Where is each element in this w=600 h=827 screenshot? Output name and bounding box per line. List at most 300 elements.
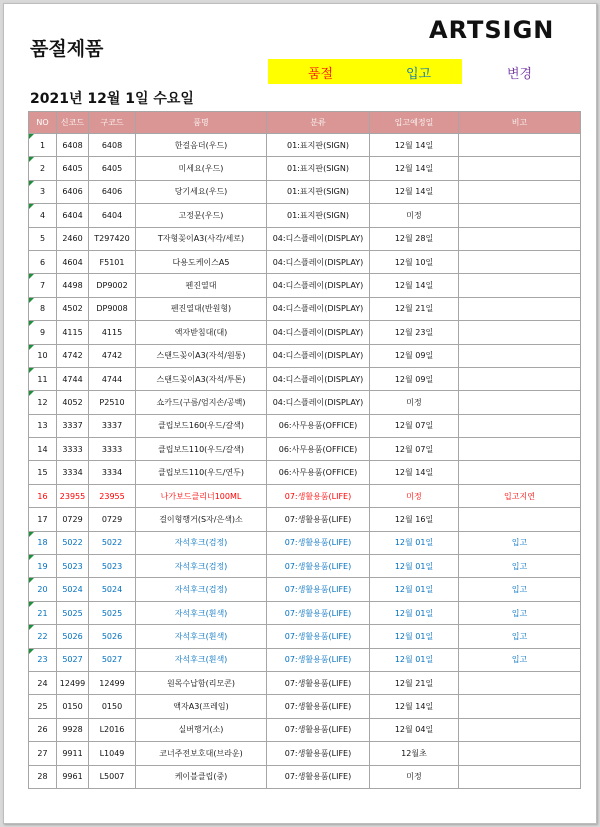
comment-marker-icon xyxy=(29,368,34,373)
cell-new-code xyxy=(57,438,89,461)
cell-old-code-text: 12499 xyxy=(99,678,125,688)
cell-product-name-text: 자석후크(흰색) xyxy=(174,631,228,641)
table-row xyxy=(29,391,581,414)
cell-category-text: 06:사무용품(OFFICE) xyxy=(278,444,358,454)
cell-no xyxy=(29,461,57,484)
cell-old-code-text: L1049 xyxy=(99,748,125,758)
cell-category-text: 07:생활용품(LIFE) xyxy=(284,561,352,571)
cell-product-name xyxy=(136,601,267,624)
cell-category xyxy=(267,461,370,484)
cell-product-name xyxy=(136,695,267,718)
cell-new-code xyxy=(57,648,89,671)
cell-expected-date-text: 12월 04일 xyxy=(394,725,434,735)
cell-expected-date xyxy=(370,180,459,203)
cell-category xyxy=(267,367,370,390)
cell-new-code xyxy=(57,134,89,157)
cell-expected-date-text: 12월 07일 xyxy=(394,421,434,431)
cell-no-text: 18 xyxy=(37,538,48,548)
cell-expected-date-text: 12월 21일 xyxy=(394,678,434,688)
cell-new-code-text: 9911 xyxy=(62,748,83,758)
cell-expected-date xyxy=(370,414,459,437)
cell-old-code xyxy=(89,508,136,531)
cell-old-code xyxy=(89,227,136,250)
table-row xyxy=(29,531,581,554)
cell-note xyxy=(459,695,581,718)
cell-product-name xyxy=(136,508,267,531)
cell-new-code xyxy=(57,625,89,648)
header-expected-date: 입고예정일 xyxy=(370,112,459,134)
legend-stocked: 입고 xyxy=(406,67,432,82)
cell-old-code xyxy=(89,180,136,203)
document-page xyxy=(3,3,597,824)
cell-note xyxy=(459,461,581,484)
cell-category xyxy=(267,157,370,180)
cell-note xyxy=(459,157,581,180)
cell-new-code xyxy=(57,765,89,788)
comment-marker-icon xyxy=(29,602,34,607)
cell-no-text: 22 xyxy=(37,631,48,641)
cell-new-code-text: 4052 xyxy=(62,397,83,407)
cell-no-text: 15 xyxy=(37,468,48,478)
table-row xyxy=(29,180,581,203)
cell-note xyxy=(459,321,581,344)
table-row xyxy=(29,625,581,648)
cell-old-code xyxy=(89,391,136,414)
cell-new-code-text: 3334 xyxy=(62,468,83,478)
cell-no-text: 24 xyxy=(37,678,48,688)
cell-product-name xyxy=(136,204,267,227)
cell-note xyxy=(459,204,581,227)
comment-marker-icon xyxy=(29,204,34,209)
cell-no xyxy=(29,414,57,437)
table-row xyxy=(29,671,581,694)
cell-old-code-text: 3333 xyxy=(101,444,123,454)
cell-no xyxy=(29,297,57,320)
cell-note xyxy=(459,367,581,390)
cell-note xyxy=(459,742,581,765)
cell-new-code xyxy=(57,578,89,601)
table-row xyxy=(29,578,581,601)
cell-category-text: 04:디스플레이(DISPLAY) xyxy=(272,351,364,361)
cell-old-code xyxy=(89,250,136,273)
cell-product-name xyxy=(136,414,267,437)
cell-category xyxy=(267,484,370,507)
table-row xyxy=(29,274,581,297)
cell-expected-date-text: 12월 09일 xyxy=(394,374,434,384)
cell-product-name-text: 자석후크(흰색) xyxy=(174,655,228,665)
cell-note-text: 입고 xyxy=(511,631,528,641)
cell-new-code-text: 4498 xyxy=(62,281,83,291)
cell-expected-date xyxy=(370,367,459,390)
cell-old-code xyxy=(89,578,136,601)
cell-expected-date xyxy=(370,601,459,624)
cell-note xyxy=(459,250,581,273)
cell-category xyxy=(267,601,370,624)
cell-product-name xyxy=(136,321,267,344)
cell-new-code-text: 5026 xyxy=(62,631,83,641)
cell-expected-date-text: 12월초 xyxy=(401,748,427,758)
cell-expected-date-text: 미정 xyxy=(406,397,422,407)
table-row xyxy=(29,157,581,180)
cell-old-code xyxy=(89,742,136,765)
cell-new-code xyxy=(57,180,89,203)
cell-category xyxy=(267,250,370,273)
cell-old-code-text: 4742 xyxy=(101,351,123,361)
comment-marker-icon xyxy=(29,181,34,186)
cell-product-name-text: 미세요(우드) xyxy=(178,164,224,174)
cell-new-code-text: 4742 xyxy=(62,351,83,361)
table-row xyxy=(29,414,581,437)
cell-no-text: 1 xyxy=(39,140,46,150)
cell-no-text: 3 xyxy=(39,187,46,197)
cell-expected-date xyxy=(370,250,459,273)
cell-expected-date-text: 12월 01일 xyxy=(394,631,434,641)
cell-old-code-text: 23955 xyxy=(99,491,125,501)
cell-product-name-text: 자석후크(검정) xyxy=(174,561,228,571)
cell-old-code-text: 5023 xyxy=(101,561,123,571)
header-no: NO xyxy=(29,112,57,134)
page-title: 품절제품 xyxy=(30,38,104,60)
cell-product-name xyxy=(136,578,267,601)
cell-no xyxy=(29,367,57,390)
cell-product-name xyxy=(136,765,267,788)
cell-new-code xyxy=(57,531,89,554)
cell-category xyxy=(267,648,370,671)
cell-old-code xyxy=(89,484,136,507)
cell-no-text: 10 xyxy=(37,351,48,361)
cell-expected-date xyxy=(370,204,459,227)
cell-expected-date-text: 12월 14일 xyxy=(394,281,434,291)
cell-category-text: 07:생활용품(LIFE) xyxy=(284,655,352,665)
cell-no-text: 7 xyxy=(39,281,46,291)
cell-new-code-text: 6408 xyxy=(62,140,83,150)
cell-category-text: 01:표지판(SIGN) xyxy=(287,164,349,174)
cell-product-name-text: 쇼카드(구름/엄지손/공백) xyxy=(156,397,246,407)
cell-new-code xyxy=(57,742,89,765)
cell-no xyxy=(29,204,57,227)
cell-expected-date xyxy=(370,227,459,250)
cell-category-text: 06:사무용품(OFFICE) xyxy=(278,421,358,431)
cell-category xyxy=(267,695,370,718)
comment-marker-icon xyxy=(29,298,34,303)
cell-expected-date xyxy=(370,438,459,461)
cell-category xyxy=(267,555,370,578)
comment-marker-icon xyxy=(29,321,34,326)
cell-expected-date-text: 12월 01일 xyxy=(394,561,434,571)
cell-no-text: 16 xyxy=(37,491,48,501)
cell-old-code-text: L2016 xyxy=(99,725,125,735)
cell-product-name xyxy=(136,134,267,157)
cell-product-name xyxy=(136,671,267,694)
table-row xyxy=(29,344,581,367)
cell-new-code xyxy=(57,484,89,507)
cell-no-text: 20 xyxy=(37,585,48,595)
header-note: 비고 xyxy=(459,112,581,134)
table-row xyxy=(29,134,581,157)
cell-no xyxy=(29,250,57,273)
cell-no xyxy=(29,227,57,250)
cell-old-code xyxy=(89,531,136,554)
cell-new-code xyxy=(57,718,89,741)
cell-new-code-text: 6405 xyxy=(62,164,83,174)
cell-product-name xyxy=(136,718,267,741)
cell-category xyxy=(267,671,370,694)
cell-category xyxy=(267,321,370,344)
cell-old-code-text: 0729 xyxy=(101,514,123,524)
cell-note xyxy=(459,484,581,507)
cell-product-name-text: 스탠드꽂이A3(자석/투톤) xyxy=(156,374,246,384)
cell-old-code xyxy=(89,671,136,694)
cell-old-code xyxy=(89,414,136,437)
cell-no xyxy=(29,157,57,180)
cell-category xyxy=(267,134,370,157)
table-row xyxy=(29,765,581,788)
cell-category xyxy=(267,508,370,531)
cell-product-name-text: 클립보드110(우드/연두) xyxy=(157,468,245,478)
cell-expected-date-text: 12월 01일 xyxy=(394,538,434,548)
cell-new-code-text: 0729 xyxy=(62,514,83,524)
comment-marker-icon xyxy=(29,625,34,630)
cell-note xyxy=(459,765,581,788)
cell-no-text: 23 xyxy=(37,655,48,665)
cell-old-code xyxy=(89,555,136,578)
cell-product-name xyxy=(136,461,267,484)
cell-product-name xyxy=(136,250,267,273)
cell-category-text: 04:디스플레이(DISPLAY) xyxy=(272,234,364,244)
cell-new-code-text: 12499 xyxy=(59,678,86,688)
cell-no-text: 5 xyxy=(39,234,46,244)
cell-old-code xyxy=(89,625,136,648)
cell-no xyxy=(29,578,57,601)
cell-old-code xyxy=(89,274,136,297)
cell-no xyxy=(29,134,57,157)
cell-no xyxy=(29,508,57,531)
cell-expected-date xyxy=(370,274,459,297)
cell-category-text: 07:생활용품(LIFE) xyxy=(284,585,352,595)
cell-old-code xyxy=(89,718,136,741)
cell-new-code xyxy=(57,601,89,624)
legend-soldout: 품절 xyxy=(308,67,334,82)
cell-product-name-text: 자석후크(검정) xyxy=(174,585,228,595)
cell-expected-date-text: 12월 14일 xyxy=(394,164,434,174)
cell-expected-date xyxy=(370,648,459,671)
table-row xyxy=(29,508,581,531)
cell-product-name-text: 자석후크(흰색) xyxy=(174,608,228,618)
cell-expected-date xyxy=(370,321,459,344)
table-row xyxy=(29,204,581,227)
cell-product-name xyxy=(136,742,267,765)
cell-old-code-text: 6408 xyxy=(101,140,123,150)
cell-category-text: 07:생활용품(LIFE) xyxy=(284,772,352,782)
cell-expected-date-text: 12월 28일 xyxy=(394,234,434,244)
cell-expected-date-text: 12월 07일 xyxy=(394,444,434,454)
cell-product-name xyxy=(136,484,267,507)
cell-category xyxy=(267,438,370,461)
cell-no-text: 2 xyxy=(39,164,46,174)
cell-new-code xyxy=(57,671,89,694)
cell-new-code xyxy=(57,555,89,578)
cell-no-text: 14 xyxy=(37,444,48,454)
cell-note xyxy=(459,531,581,554)
cell-new-code-text: 9928 xyxy=(62,725,83,735)
cell-product-name-text: 한걸음더(우드) xyxy=(174,140,228,150)
table-row xyxy=(29,321,581,344)
cell-expected-date xyxy=(370,695,459,718)
cell-new-code xyxy=(57,204,89,227)
cell-expected-date-text: 12월 10일 xyxy=(394,257,434,267)
cell-product-name-text: 클립보드110(우드/갈색) xyxy=(157,444,245,454)
table-header-row xyxy=(29,112,581,134)
cell-category-text: 04:디스플레이(DISPLAY) xyxy=(272,257,364,267)
cell-note xyxy=(459,601,581,624)
cell-product-name-text: 코너주전보호대(브라운) xyxy=(159,748,243,758)
cell-product-name xyxy=(136,555,267,578)
cell-note xyxy=(459,391,581,414)
cell-no xyxy=(29,742,57,765)
legend-highlight xyxy=(268,59,462,84)
cell-expected-date-text: 미정 xyxy=(406,772,422,782)
cell-new-code-text: 6406 xyxy=(62,187,83,197)
cell-expected-date xyxy=(370,671,459,694)
cell-note xyxy=(459,625,581,648)
cell-expected-date xyxy=(370,134,459,157)
cell-new-code xyxy=(57,391,89,414)
cell-note-text: 입고 xyxy=(511,655,528,665)
cell-product-name xyxy=(136,648,267,671)
cell-no xyxy=(29,718,57,741)
cell-product-name-text: 펜진열대(반원형) xyxy=(170,304,232,314)
cell-category xyxy=(267,765,370,788)
cell-product-name-text: T자형꽂이A3(사각/세로) xyxy=(157,234,245,244)
cell-old-code xyxy=(89,461,136,484)
cell-note xyxy=(459,578,581,601)
report-date: 2021년 12월 1일 수요일 xyxy=(30,91,194,107)
cell-category xyxy=(267,297,370,320)
cell-product-name xyxy=(136,367,267,390)
header-new-code: 신코드 xyxy=(57,112,89,134)
cell-new-code-text: 3337 xyxy=(62,421,83,431)
cell-new-code xyxy=(57,297,89,320)
cell-no-text: 12 xyxy=(37,397,48,407)
cell-new-code-text: 5025 xyxy=(62,608,83,618)
table-row xyxy=(29,718,581,741)
cell-no xyxy=(29,765,57,788)
header-category: 분류 xyxy=(267,112,370,134)
cell-category-text: 01:표지판(SIGN) xyxy=(287,187,349,197)
comment-marker-icon xyxy=(29,391,34,396)
cell-note xyxy=(459,227,581,250)
cell-no-text: 13 xyxy=(37,421,48,431)
cell-note xyxy=(459,508,581,531)
header-product-name: 품명 xyxy=(136,112,267,134)
cell-category-text: 04:디스플레이(DISPLAY) xyxy=(272,327,364,337)
cell-no-text: 21 xyxy=(37,608,48,618)
cell-note xyxy=(459,671,581,694)
cell-expected-date xyxy=(370,625,459,648)
cell-no-text: 6 xyxy=(39,257,46,267)
cell-old-code-text: P2510 xyxy=(99,397,125,407)
cell-no xyxy=(29,601,57,624)
cell-expected-date-text: 12월 14일 xyxy=(394,468,434,478)
cell-old-code xyxy=(89,157,136,180)
cell-category-text: 04:디스플레이(DISPLAY) xyxy=(272,281,364,291)
table-row xyxy=(29,250,581,273)
cell-category-text: 07:생활용품(LIFE) xyxy=(284,702,352,712)
table-row xyxy=(29,484,581,507)
cell-expected-date xyxy=(370,765,459,788)
cell-old-code-text: 6405 xyxy=(101,164,123,174)
cell-expected-date xyxy=(370,718,459,741)
cell-new-code-text: 5023 xyxy=(62,561,83,571)
cell-new-code xyxy=(57,344,89,367)
cell-product-name-text: 케이블클립(중) xyxy=(174,772,228,782)
cell-expected-date xyxy=(370,531,459,554)
cell-expected-date-text: 12월 14일 xyxy=(394,140,434,150)
cell-new-code-text: 4604 xyxy=(62,257,83,267)
cell-expected-date-text: 12월 01일 xyxy=(394,655,434,665)
cell-no xyxy=(29,344,57,367)
cell-product-name-text: 원목수납함(리모콘) xyxy=(166,678,236,688)
cell-old-code-text: 5027 xyxy=(101,655,123,665)
cell-new-code xyxy=(57,321,89,344)
cell-old-code xyxy=(89,134,136,157)
cell-note xyxy=(459,344,581,367)
table-row xyxy=(29,461,581,484)
cell-old-code xyxy=(89,648,136,671)
cell-note xyxy=(459,555,581,578)
cell-category-text: 04:디스플레이(DISPLAY) xyxy=(272,397,364,407)
cell-expected-date-text: 12월 14일 xyxy=(394,702,434,712)
cell-product-name-text: 실버행거(소) xyxy=(178,725,224,735)
cell-category-text: 07:생활용품(LIFE) xyxy=(284,608,352,618)
cell-product-name xyxy=(136,227,267,250)
cell-old-code xyxy=(89,765,136,788)
cell-no-text: 19 xyxy=(37,561,48,571)
cell-expected-date xyxy=(370,157,459,180)
cell-old-code xyxy=(89,344,136,367)
cell-no-text: 27 xyxy=(37,748,48,758)
cell-no xyxy=(29,671,57,694)
cell-new-code-text: 2460 xyxy=(62,234,83,244)
cell-category-text: 01:표지판(SIGN) xyxy=(287,140,349,150)
cell-note xyxy=(459,297,581,320)
cell-category xyxy=(267,204,370,227)
cell-category-text: 06:사무용품(OFFICE) xyxy=(278,468,358,478)
cell-category xyxy=(267,578,370,601)
cell-expected-date xyxy=(370,555,459,578)
cell-no-text: 17 xyxy=(37,514,48,524)
cell-product-name-text: 다용도케이스A5 xyxy=(172,257,230,267)
cell-new-code-text: 5024 xyxy=(62,585,83,595)
cell-no xyxy=(29,625,57,648)
cell-note xyxy=(459,414,581,437)
cell-no-text: 4 xyxy=(39,210,46,220)
comment-marker-icon xyxy=(29,274,34,279)
cell-old-code-text: 0150 xyxy=(101,702,123,712)
cell-category xyxy=(267,531,370,554)
cell-note xyxy=(459,274,581,297)
cell-expected-date-text: 12월 23일 xyxy=(394,327,434,337)
cell-expected-date-text: 12월 09일 xyxy=(394,351,434,361)
cell-category-text: 07:생활용품(LIFE) xyxy=(284,514,352,524)
cell-old-code-text: T297420 xyxy=(94,234,130,244)
cell-category xyxy=(267,718,370,741)
cell-category xyxy=(267,180,370,203)
cell-category-text: 07:생활용품(LIFE) xyxy=(284,538,352,548)
cell-new-code-text: 3333 xyxy=(62,444,83,454)
cell-expected-date xyxy=(370,508,459,531)
cell-new-code-text: 5027 xyxy=(62,655,83,665)
